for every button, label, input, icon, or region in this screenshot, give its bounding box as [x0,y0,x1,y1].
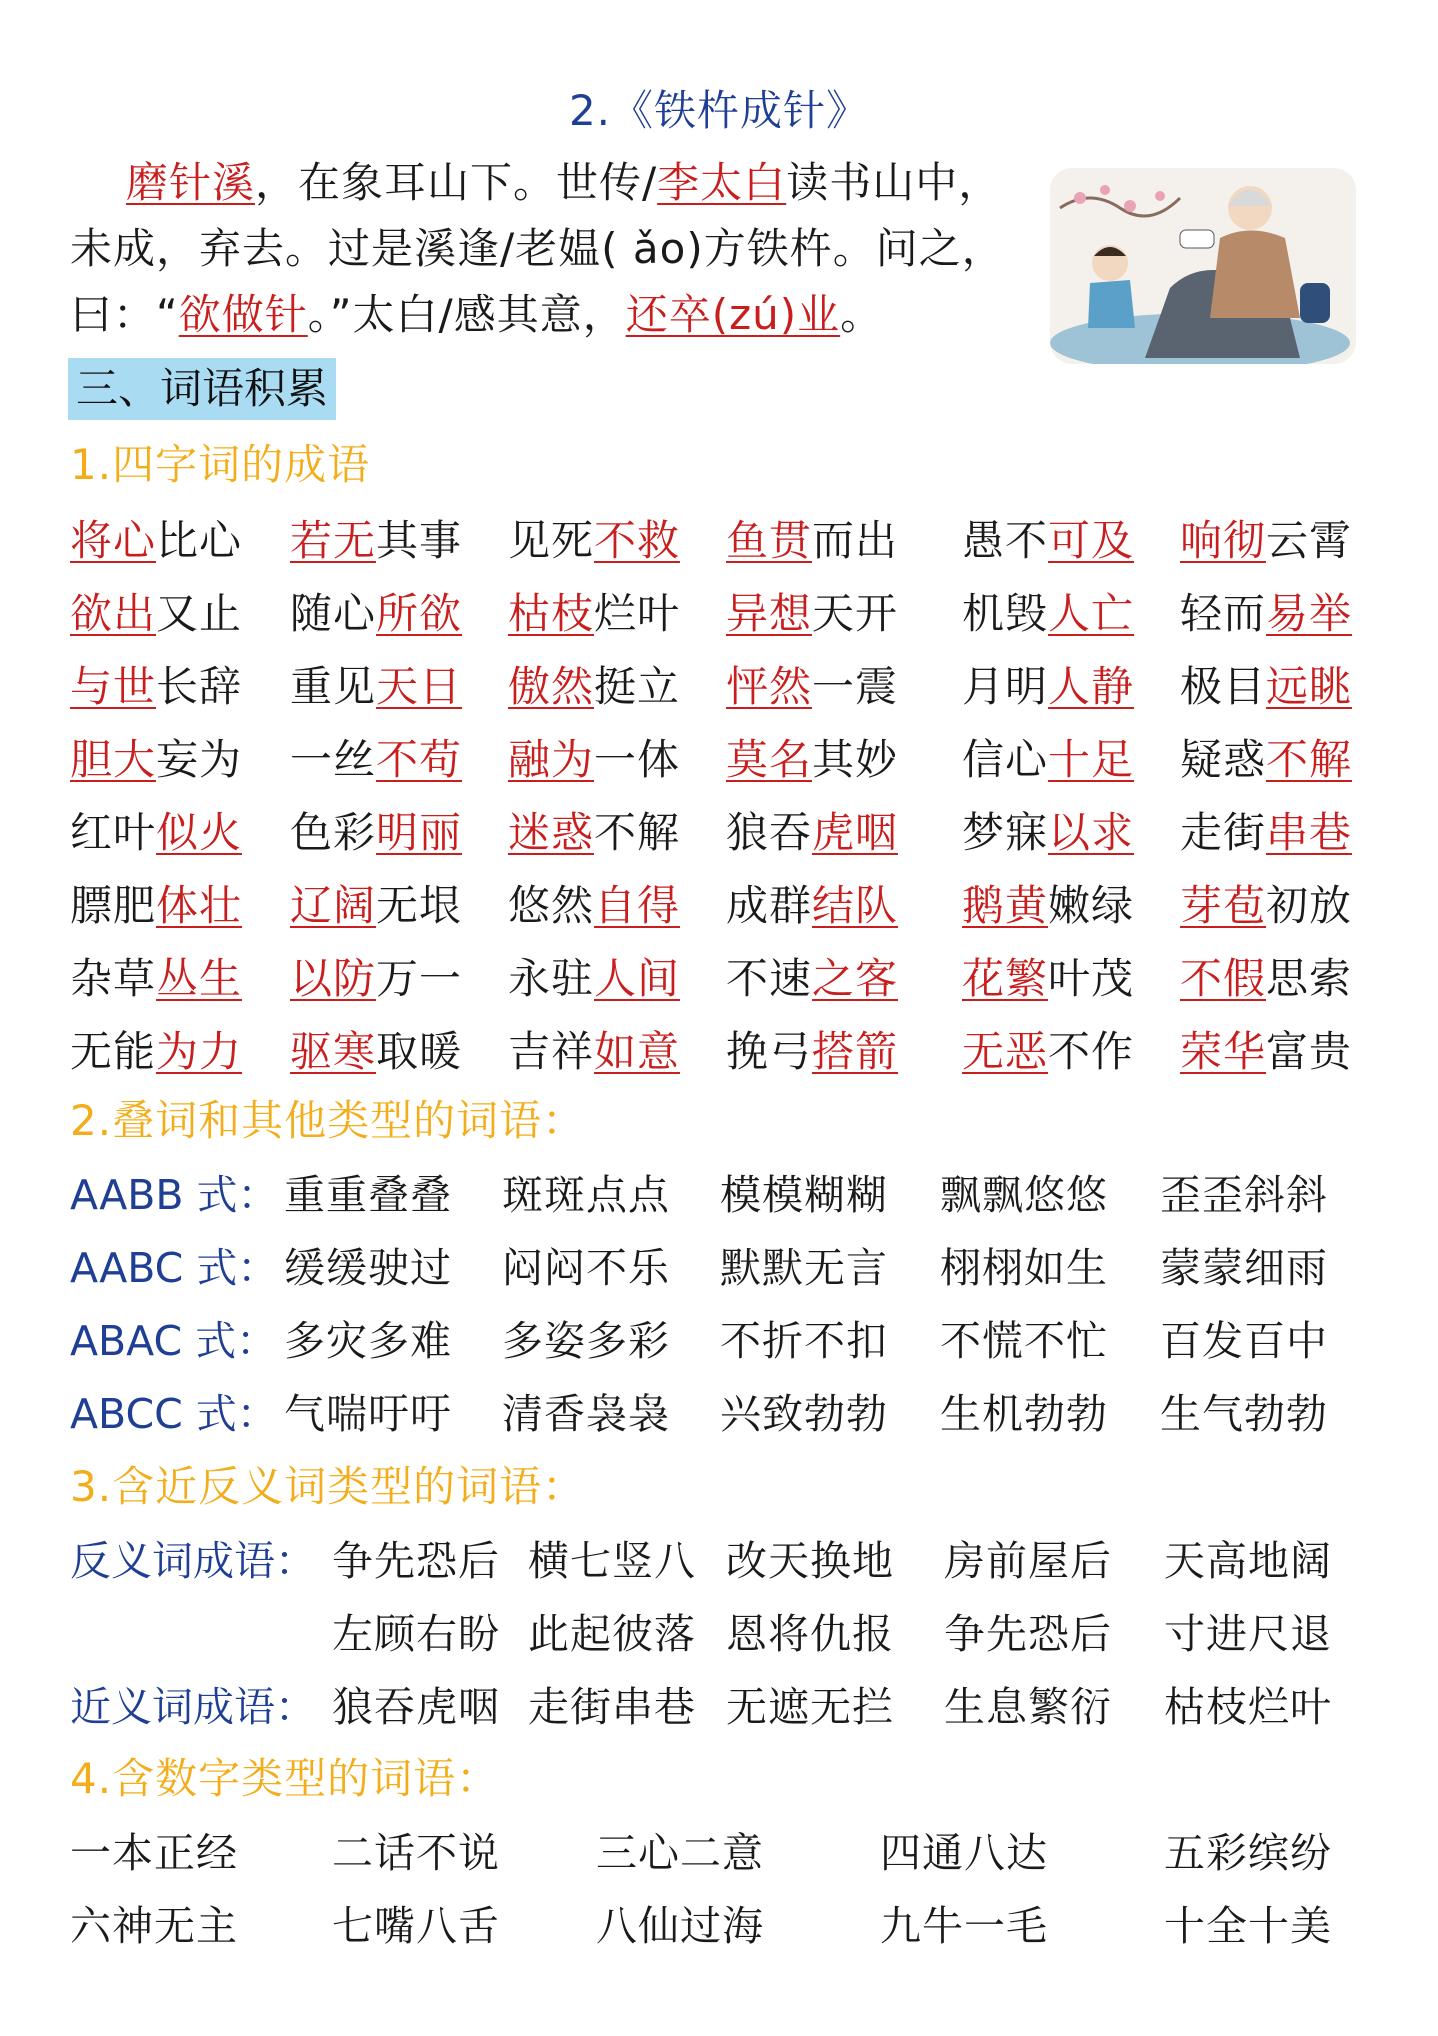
idiom [726,654,898,714]
word-item: 模模糊糊 [720,1171,888,1219]
number-idiom: 九牛一毛 [880,1902,1048,1950]
illustration-svg [1050,168,1356,364]
synonym-label: 近义词成语： [70,1683,316,1731]
idiom-part: 不苟 [376,735,463,784]
word-item: 缓缓驶过 [284,1244,452,1292]
idiom-part: 一丝 [290,735,377,784]
idiom [726,581,898,641]
idiom-part: 将心 [70,516,157,565]
idiom [1180,800,1352,860]
idiom-part: 愚不 [962,516,1049,565]
idiom [508,654,680,714]
text-line [70,150,1030,216]
idiom [508,946,680,1006]
idiom-part: 红叶 [70,808,157,857]
number-idiom: 三心二意 [596,1829,764,1877]
idiom-part: 云霄 [1266,516,1353,565]
idiom-part: 月明 [962,662,1049,711]
idiom-part: 挽弓 [726,1027,813,1076]
idiom-part: 不解 [594,808,681,857]
idiom-part: 明丽 [376,808,463,857]
word-item: 飘飘悠悠 [940,1171,1108,1219]
idiom-part: 若无 [290,516,377,565]
idiom [290,1019,462,1079]
antonym-label: 反义词成语： [70,1537,316,1585]
word-item: 默默无言 [720,1244,888,1292]
idiom-part: 体壮 [156,881,243,930]
idiom-part: 其妙 [812,735,899,784]
antonym-idiom: 争先恐后 [944,1610,1112,1658]
idiom [70,873,242,933]
idiom-part: 悠然 [508,881,595,930]
idiom-part: 天开 [812,589,899,638]
synonym-idiom: 生息繁衍 [944,1683,1112,1731]
idiom-part: 驱寒 [290,1027,377,1076]
idiom [726,727,898,787]
antonym-idiom: 房前屋后 [944,1537,1112,1585]
idiom-part: 信心 [962,735,1049,784]
idiom-part: 自得 [594,881,681,930]
idiom-part: 富贵 [1266,1027,1353,1076]
idiom [290,873,462,933]
antonym-idiom: 恩将仇报 [726,1610,894,1658]
idiom-part: 妄为 [156,735,243,784]
idiom [508,727,680,787]
idiom-part: 不作 [1048,1027,1135,1076]
idiom [290,654,462,714]
idiom [290,946,462,1006]
idiom [290,508,462,568]
word-item: 多灾多难 [284,1317,452,1365]
idiom-part: 芽苞 [1180,881,1267,930]
idiom-part: 嫩绿 [1048,881,1135,930]
idiom-part: 取暖 [376,1027,463,1076]
idiom-part: 异想 [726,589,813,638]
idiom [1180,946,1352,1006]
idiom-part: 吉祥 [508,1027,595,1076]
idiom-part: 鹅黄 [962,881,1049,930]
number-idiom: 一本正经 [70,1829,238,1877]
idiom-part: 鱼贯 [726,516,813,565]
idiom-part: 串巷 [1266,808,1353,857]
idiom [962,508,1134,568]
idiom-part: 又止 [156,589,243,638]
idiom-part: 不救 [594,516,681,565]
key-phrase: 李太白 [657,158,787,207]
idiom-part: 一体 [594,735,681,784]
idiom-part: 如意 [594,1027,681,1076]
word-item: 多姿多彩 [502,1317,670,1365]
synonym-idiom: 枯枝烂叶 [1164,1683,1332,1731]
idiom-part: 成群 [726,881,813,930]
word-type-label: ABCC 式： [70,1390,278,1438]
idiom-part: 狼吞 [726,808,813,857]
word-item: 生机勃勃 [940,1390,1108,1438]
idiom [726,946,898,1006]
number-idiom: 四通八达 [880,1829,1048,1877]
idiom-part: 十足 [1048,735,1135,784]
idiom-part: 疑惑 [1180,735,1267,784]
idiom [962,873,1134,933]
idiom-part: 轻而 [1180,589,1267,638]
number-idiom: 七嘴八舌 [332,1902,500,1950]
text-segment: ，在象耳山下。世传/ [255,158,658,207]
text-segment: 。”太白/感其意， [307,290,626,339]
idiom-part: 不解 [1266,735,1353,784]
idiom-part: 烂叶 [594,589,681,638]
idiom-part: 天日 [376,662,463,711]
idiom-part: 枯枝 [508,589,595,638]
idiom-part: 人静 [1048,662,1135,711]
idiom [1180,581,1352,641]
idiom [70,727,242,787]
idiom-part: 而出 [812,516,899,565]
idiom-part: 随心 [290,589,377,638]
idiom-part: 傲然 [508,662,595,711]
idiom [508,508,680,568]
idiom-part: 膘肥 [70,881,157,930]
idiom-part: 莫名 [726,735,813,784]
word-item: 栩栩如生 [940,1244,1108,1292]
idiom-part: 杂草 [70,954,157,1003]
number-idiom: 六神无主 [70,1902,238,1950]
idiom-part: 为力 [156,1027,243,1076]
synonym-idiom: 狼吞虎咽 [332,1683,500,1731]
idiom-part: 挺立 [594,662,681,711]
number-idiom: 八仙过海 [596,1902,764,1950]
subheading-number-words: 4.含数字类型的词语： [70,1754,500,1803]
idiom [962,946,1134,1006]
idiom-part: 其事 [376,516,463,565]
word-type-label: AABB 式： [70,1171,279,1219]
idiom-part: 初放 [1266,881,1353,930]
idiom-part: 荣华 [1180,1027,1267,1076]
antonym-idiom: 争先恐后 [332,1537,500,1585]
idiom-part: 以防 [290,954,377,1003]
idiom-part: 不假 [1180,954,1267,1003]
idiom-part: 花繁 [962,954,1049,1003]
idiom-part: 人间 [594,954,681,1003]
idiom-part: 所欲 [376,589,463,638]
idiom [726,508,898,568]
idiom [962,654,1134,714]
idiom [290,727,462,787]
idiom-part: 搭箭 [812,1027,899,1076]
idiom [1180,873,1352,933]
key-phrase: 磨针溪 [126,158,256,207]
idiom-part: 虎咽 [812,808,899,857]
idiom-part: 极目 [1180,662,1267,711]
idiom [70,508,242,568]
section-heading: 三、词语积累 [68,358,336,420]
idiom-part: 辽阔 [290,881,377,930]
idiom [290,800,462,860]
idiom-part: 见死 [508,516,595,565]
word-item: 气喘吁吁 [284,1390,452,1438]
idiom-part: 与世 [70,662,157,711]
antonym-idiom: 天高地阔 [1164,1537,1332,1585]
idiom-part: 怦然 [726,662,813,711]
word-item: 兴致勃勃 [720,1390,888,1438]
word-item: 歪歪斜斜 [1160,1171,1328,1219]
word-item: 生气勃勃 [1160,1390,1328,1438]
idiom-part: 似火 [156,808,243,857]
idiom [508,1019,680,1079]
idiom-part: 梦寐 [962,808,1049,857]
idiom [726,1019,898,1079]
antonym-idiom: 左顾右盼 [332,1610,500,1658]
idiom [726,873,898,933]
idiom-part: 不速 [726,954,813,1003]
idiom-part: 响彻 [1180,516,1267,565]
antonym-idiom: 此起彼落 [528,1610,696,1658]
idiom-part: 之客 [812,954,899,1003]
idiom [1180,727,1352,787]
word-item: 重重叠叠 [284,1171,452,1219]
idiom [1180,654,1352,714]
number-idiom: 十全十美 [1164,1902,1332,1950]
number-idiom: 五彩缤纷 [1164,1829,1332,1877]
idiom-part: 易举 [1266,589,1353,638]
idiom [962,800,1134,860]
idiom [70,581,242,641]
idiom-part: 叶茂 [1048,954,1135,1003]
idiom-part: 走街 [1180,808,1267,857]
word-item: 斑斑点点 [502,1171,670,1219]
subheading-antonym-synonym: 3.含近反义词类型的词语： [70,1462,586,1511]
idiom [1180,508,1352,568]
text-segment: 读书山中， [786,158,1002,207]
idiom-part: 无垠 [376,881,463,930]
idiom-part: 思索 [1266,954,1353,1003]
lesson-title: 2.《铁杵成针》 [568,86,870,135]
idiom [290,581,462,641]
idiom-part: 可及 [1048,516,1135,565]
idiom-part: 远眺 [1266,662,1353,711]
idiom [962,727,1134,787]
word-item: 百发百中 [1160,1317,1328,1365]
idiom [1180,1019,1352,1079]
subheading-reduplicated: 2.叠词和其他类型的词语： [70,1096,586,1145]
key-phrase: 欲做针 [178,290,308,339]
subheading-four-char-idioms: 1.四字词的成语 [70,440,371,489]
idiom-part: 融为 [508,735,595,784]
word-item: 闷闷不乐 [502,1244,670,1292]
idiom-part: 机毁 [962,589,1049,638]
idiom [508,873,680,933]
idiom [726,800,898,860]
key-phrase: 还卒(zú)业 [625,290,841,339]
synonym-idiom: 走街串巷 [528,1683,696,1731]
idiom-part: 人亡 [1048,589,1135,638]
text-line [70,282,1030,348]
idiom [508,800,680,860]
word-item: 不慌不忙 [940,1317,1108,1365]
number-idiom: 二话不说 [332,1829,500,1877]
word-type-label: ABAC 式： [70,1317,278,1365]
idiom-part: 迷惑 [508,808,595,857]
classical-text [70,150,1030,348]
idiom-part: 永驻 [508,954,595,1003]
idiom-part: 欲出 [70,589,157,638]
antonym-idiom: 横七竖八 [528,1537,696,1585]
idiom-part: 万一 [376,954,463,1003]
idiom-part: 重见 [290,662,377,711]
text-segment: 。 [840,290,884,339]
antonym-idiom: 改天换地 [726,1537,894,1585]
idiom-part: 比心 [156,516,243,565]
text-line [70,216,1030,282]
idiom [962,581,1134,641]
antonym-idiom: 寸进尺退 [1164,1610,1332,1658]
idiom-part: 一震 [812,662,899,711]
story-illustration [1050,168,1356,364]
idiom-part: 色彩 [290,808,377,857]
text-segment: 未成，弃去。过是溪逢/老媪( ǎo)方铁杵。问之， [70,224,1005,273]
word-type-label: AABC 式： [70,1244,279,1292]
idiom-part: 以求 [1048,808,1135,857]
idiom [70,654,242,714]
word-item: 清香袅袅 [502,1390,670,1438]
idiom [70,1019,242,1079]
idiom-part: 结队 [812,881,899,930]
word-item: 不折不扣 [720,1317,888,1365]
word-item: 蒙蒙细雨 [1160,1244,1328,1292]
idiom [70,800,242,860]
idiom-part: 无恶 [962,1027,1049,1076]
synonym-idiom: 无遮无拦 [726,1683,894,1731]
idiom-part: 长辞 [156,662,243,711]
idiom [70,946,242,1006]
idiom [962,1019,1134,1079]
idiom-part: 丛生 [156,954,243,1003]
text-segment: 曰：“ [70,290,179,339]
idiom-part: 胆大 [70,735,157,784]
idiom [508,581,680,641]
idiom-part: 无能 [70,1027,157,1076]
